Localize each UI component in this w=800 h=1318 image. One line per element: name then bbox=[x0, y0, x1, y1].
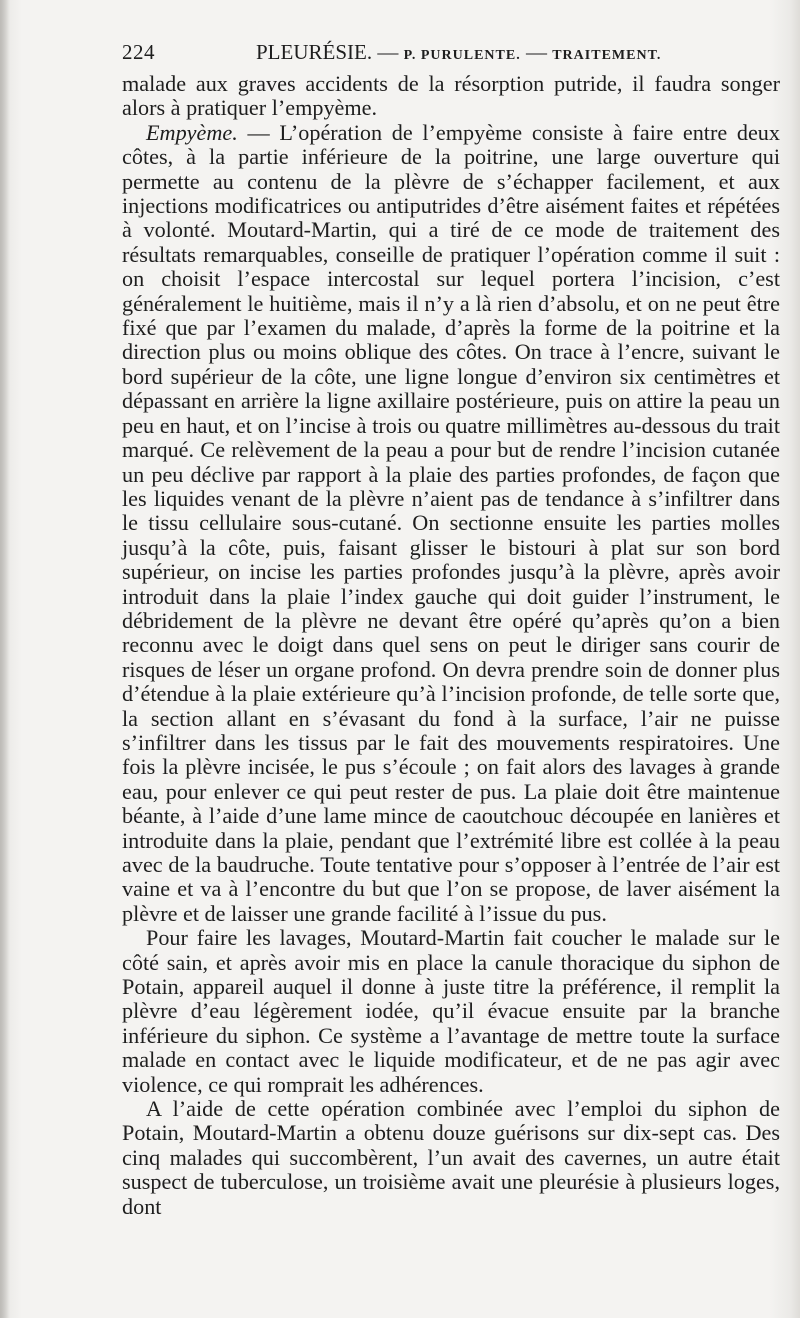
paragraph-lavages bbox=[122, 926, 780, 1097]
running-head-topic: TRAITEMENT. bbox=[552, 48, 662, 63]
page-header bbox=[122, 40, 782, 68]
running-head-dash-2: — bbox=[520, 40, 553, 64]
running-head bbox=[256, 40, 661, 65]
running-head-title: PLEURÉSIE. bbox=[256, 40, 373, 64]
paragraph-text: Pour faire les lavages, Moutard-Martin fait coucher le malade sur le côté sain, et après avoir mis en place la canule thoracique du siphon de Potain, appareil auquel il donne à juste titre la préférence, il remplit la plèvre d’eau légèrement iodée, qu’il évacue ensuite par la branche inférieure du siphon. Ce système a l’avantage de mettre toute la surface malade en contact avec le liquide modificateur, et de ne pas agir avec violence, ce qui romprait les adhérences. bbox=[122, 925, 780, 1097]
running-head-section: P. PURULENTE. bbox=[403, 48, 521, 63]
paragraph-empyeme bbox=[122, 121, 780, 926]
binding-shadow bbox=[0, 0, 10, 1318]
paragraph-results bbox=[122, 1097, 780, 1219]
paragraph-continuation bbox=[122, 72, 780, 121]
page-number: 224 bbox=[122, 40, 155, 64]
paragraph-text: malade aux graves accidents de la résorption putride, il faudra songer alors à pratiquer l’empyème. bbox=[122, 71, 780, 121]
section-lead: Empyème. bbox=[146, 119, 238, 145]
running-head-dash-1: — bbox=[372, 40, 404, 64]
paragraph-text: — L’opération de l’empyème consiste à faire entre deux côtes, à la partie inférieure de la poitrine, une large ouverture qui permette au contenu de la plèvre de s’échapper facilement, et aux injections modificatrices ou antiputrides d’être aisément faites et répétées à volonté. Moutard-Martin, qui a tiré de ce mode de traitement des résultats remarquables, conseille de pratiquer l’opération comme il suit : on choisit l’espace intercostal sur lequel portera l’incision, c’est généralement le huitième, mais il n’y a là rien d’absolu, et on ne peut être fixé que par l’examen du malade, d’après la forme de la poitrine et la direction plus ou moins oblique des côtes. On trace à l’encre, suivant le bord supérieur de la côte, une ligne longue d’environ six centimètres et dépassant en arrière la ligne axillaire postérieure, puis on attire la peau un peu en haut, et on l’incise à trois ou quatre millimètres au-dessous du trait marqué. Ce relèvement de la peau a pour but de rendre l’incision cutanée un peu déclive par rapport à la plaie des parties profondes, de façon que les liquides venant de la plèvre n’aient pas de tendance à s’infiltrer dans le tissu cellulaire sous-cutané. On sectionne ensuite les parties molles jusqu’à la côte, puis, faisant glisser le bistouri à plat sur son bord supérieur, on incise les parties profondes jusqu’à la plèvre, après avoir introduit dans la plaie l’index gauche qui doit guider l’instrument, le débridement de la plèvre ne devant être opéré qu’après qu’on a bien reconnu avec le doigt dans quel sens on peut le diriger sans courir de risques de léser un organe profond. On devra prendre soin de donner plus d’étendue à la plaie extérieure qu’à l’incision profonde, de telle sorte que, la section allant en s’évasant du fond à la surface, l’air ne puisse s’infiltrer dans les tissus par le fait des mouvements respiratoires. Une fois la plèvre incisée, le pus s’écoule ; on fait alors des lavages à grande eau, pour enlever ce qui peut rester de pus. La plaie doit être maintenue béante, à l’aide d’une lame mince de caoutchouc découpée en lanières et introduite dans la plaie, pendant que l’extrémité libre est collée à la peau avec de la baudruche. Toute tentative pour s’opposer à l’entrée de l’air est vaine et va à l’encontre du but que l’on se propose, de laver aisément la plèvre et de laisser une grande facilité à l’issue du pus. bbox=[122, 119, 780, 926]
body-text bbox=[122, 72, 780, 1219]
paragraph-text: A l’aide de cette opération combinée avec l’emploi du siphon de Potain, Moutard-Martin a obtenu douze guérisons sur dix-sept cas. Des cinq malades qui succombèrent, l’un avait des cavernes, un autre était suspect de tuberculose, un troisième avait une pleurésie à plusieurs loges, dont bbox=[122, 1096, 780, 1219]
